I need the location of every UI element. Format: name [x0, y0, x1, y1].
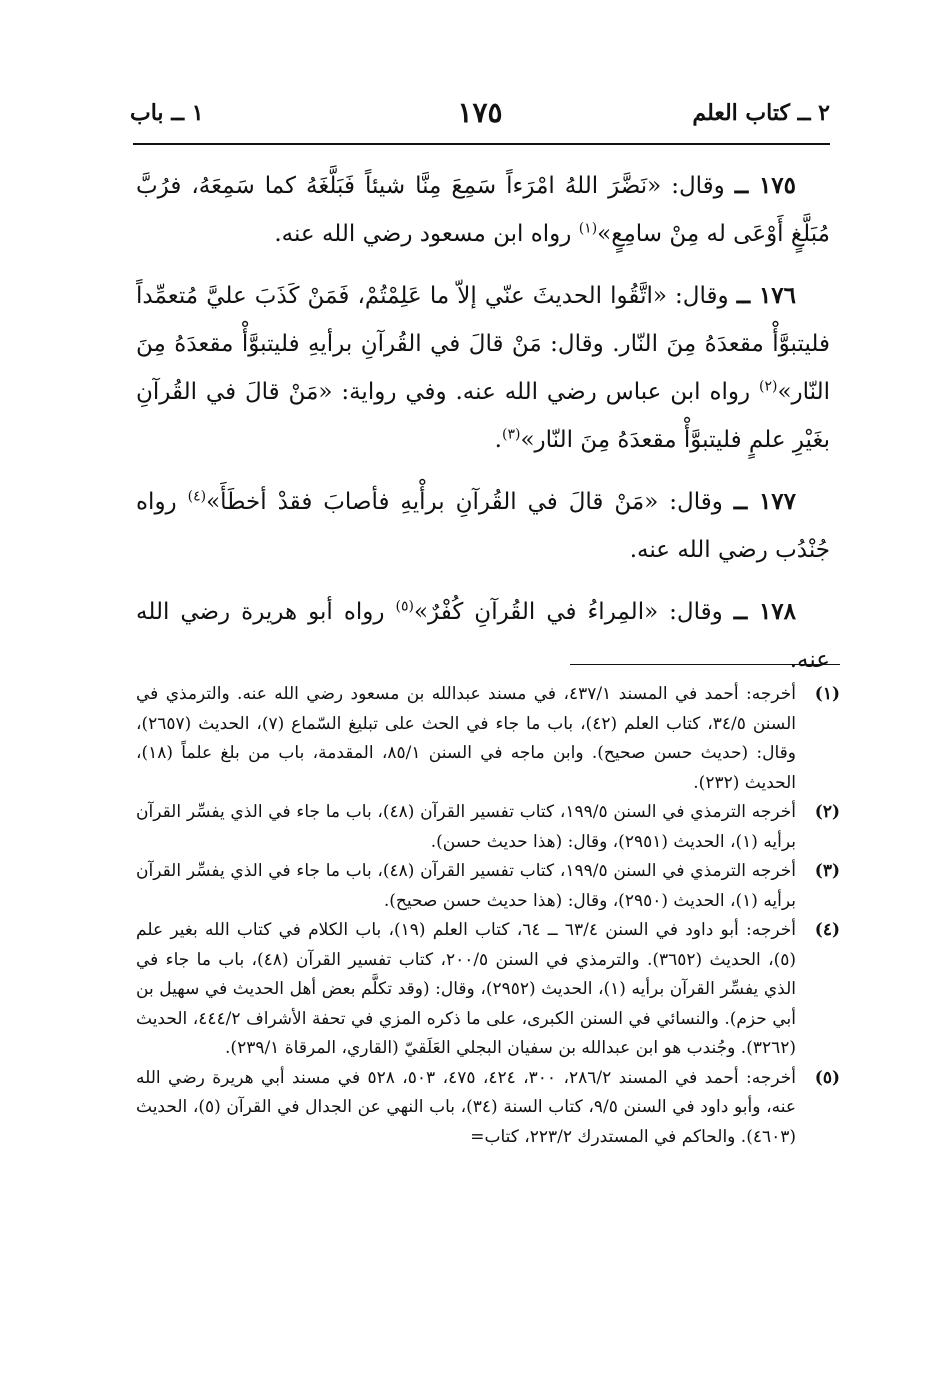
header-rule — [133, 143, 830, 145]
hadith-narrator: رواه جُنْدُب رضي الله عنه. — [136, 489, 830, 563]
footnote-separator — [570, 664, 840, 665]
footnote-1 — [136, 680, 840, 798]
chapter-title: ٢ ــ كتاب العلم — [692, 100, 830, 126]
hadith-number: ١٧٧ ــ — [733, 488, 796, 515]
section-title: ١ ــ باب — [130, 100, 204, 126]
hadith-175 — [136, 162, 830, 258]
footnote-text: أخرجه: أحمد في المسند ٤٣٧/١، في مسند عبدالله بن مسعود رضي الله عنه. والترمذي في السنن ٣٤/٥، كتاب العلم (٤٢)، باب ما جاء في الحث على تبليغ السّماع (٧)، الحديث (٢٦٥٧)، وقال: (حديث حسن صحيح). وابن ماجه في السنن ٨٥/١، المقدمة، باب من بلغ علماً (١٨)، الحديث (٢٣٢). — [136, 684, 796, 793]
footnote-ref: (١) — [578, 220, 598, 237]
hadith-number: ١٧٦ ــ — [736, 282, 797, 309]
footnote-3 — [136, 857, 840, 916]
footnote-text: أخرجه: أحمد في المسند ٢٨٦/٢، ٣٠٠، ٤٢٤، ٤٧٥، ٥٠٣، ٥٢٨ في مسند أبي هريرة رضي الله عنه، وأبو داود في السنن ٩/٥، كتاب السنة (٣٤)، باب النهي عن الجدال في القرآن (٥)، الحديث (٤٦٠٣). والحاكم في المستدرك ٢٢٣/٢، كتاب= — [136, 1067, 797, 1147]
hadith-text: وقال: «اتَّقُوا الحديثَ عنّي إلاّ ما عَلِمْتُمْ، فَمَنْ كَذَبَ عليَّ مُتعمِّداً فليتبوَّأْ مقعدَهُ مِنَ النّار. وقال: مَنْ قالَ في القُرآنِ برأيهِ فليتبوَّأْ مقعدَهُ مِنَ النّار» — [136, 283, 830, 405]
page-number: ١٧٥ — [457, 96, 503, 129]
hadith-178 — [136, 588, 830, 684]
footnote-5 — [136, 1064, 840, 1153]
hadith-narrator: رواه ابن مسعود رضي الله عنه. — [274, 221, 579, 247]
footnote-4 — [136, 916, 840, 1064]
footnote-number: (٣) — [814, 861, 840, 881]
hadith-text: وقال: «نَضَّرَ اللهُ امْرَءاً سَمِعَ مِنَّا شيئاً فَبَلَّغَهُ كما سَمِعَهُ، فرُبَّ مُبَلَّغٍ أَوْعَى له مِنْ سامِعٍ» — [136, 173, 830, 247]
footnotes — [136, 680, 840, 1152]
hadith-number: ١٧٨ ــ — [733, 598, 796, 625]
running-header — [130, 96, 830, 140]
footnote-2 — [136, 798, 840, 857]
hadith-177 — [136, 478, 830, 574]
footnote-ref: (٤) — [187, 488, 207, 505]
footnote-number: (٢) — [814, 802, 840, 822]
hadith-body — [136, 162, 830, 698]
footnote-ref: (٣) — [501, 426, 521, 443]
footnote-number: (٤) — [814, 920, 840, 940]
hadith-narrator: رواه أبو هريرة رضي الله عنه. — [136, 599, 830, 673]
footnote-ref: (٢) — [759, 378, 778, 395]
hadith-text: وقال: «مَنْ قالَ في القُرآنِ برأْيهِ فأصابَ فقدْ أخطَأَ» — [206, 489, 723, 515]
hadith-narrator: رواه ابن عباس رضي الله عنه. وفي رواية: «مَنْ قالَ في القُرآنِ بغَيْرِ علمٍ فليتبوَّأْ مقعدَهُ مِنَ النّار» — [136, 379, 830, 453]
hadith-176 — [136, 272, 830, 464]
footnote-text: أخرجه الترمذي في السنن ١٩٩/٥، كتاب تفسير القرآن (٤٨)، باب ما جاء في الذي يفسِّر القرآن برأيه (١)، الحديث (٢٩٥٠)، وقال: (هذا حديث حسن صحيح). — [136, 861, 796, 911]
hadith-text: وقال: «المِراءُ في القُرآنِ كُفْرٌ» — [413, 599, 723, 625]
footnote-text: أخرجه: أبو داود في السنن ٦٣/٤ ــ ٦٤، كتاب العلم (١٩)، باب الكلام في كتاب الله بغير علم (٥)، الحديث (٣٦٥٢). والترمذي في السنن ٢٠٠/٥، كتاب تفسير القرآن (٤٨)، باب ما جاء في الذي يفسِّر القرآن برأيه (١)، الحديث (٢٩٥٢)، وقال: (وقد تكلَّم بعض أهل الحديث في سهيل بن أبي حزم). والنسائي في السنن الكبرى، على ما ذكره المزي في تحفة الأشراف ٤٤٤/٢، الحديث (٣٢٦٢). وجُندب هو ابن عبدالله بن سفيان البجلي العَلَقيّ (القاري، المرقاة ٢٣٩/١). — [136, 920, 796, 1058]
footnote-text: أخرجه الترمذي في السنن ١٩٩/٥، كتاب تفسير القرآن (٤٨)، باب ما جاء في الذي يفسِّر القرآن برأيه (١)، الحديث (٢٩٥١)، وقال: (هذا حديث حسن). — [136, 802, 796, 852]
hadith-number: ١٧٥ ــ — [734, 172, 797, 199]
footnote-ref: (٥) — [395, 598, 414, 615]
footnote-number: (١) — [814, 684, 840, 704]
hadith-tail: . — [494, 427, 502, 453]
footnote-number: (٥) — [814, 1067, 840, 1088]
